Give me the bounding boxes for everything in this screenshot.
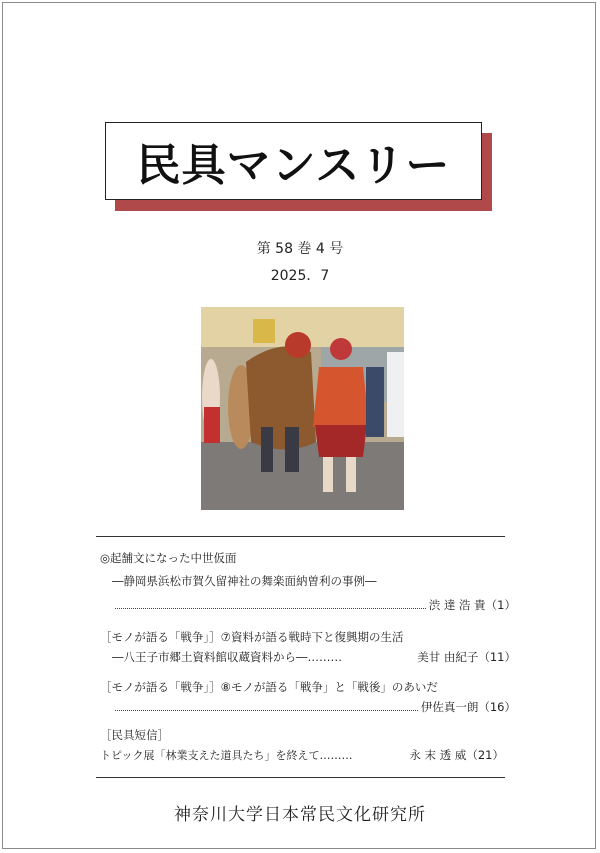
toc-entry-4-line xyxy=(100,747,504,763)
toc-entry-2-sublabel: ―八王子市郷土資料館収蔵資料から―……… xyxy=(112,650,342,664)
volume-number: 第 58 巻 4 号 xyxy=(256,241,344,257)
toc-entry-2-author: 美甘 由紀子（11） xyxy=(417,650,516,664)
magazine-title: 民具マンスリー xyxy=(136,140,451,191)
issue-date: 2025．7 xyxy=(270,268,330,284)
toc-entry-4-label: トピック展「林業支えた道具たち」を終えて……… xyxy=(100,749,353,762)
toc-entry-1-subtitle xyxy=(100,573,516,589)
toc-entry-2-label: ［モノが語る「戦争」］⑦資料が語る戦時下と復興期の生活 xyxy=(100,630,404,644)
title-box xyxy=(105,122,482,200)
toc-top-rule xyxy=(96,536,505,537)
toc-bottom-rule xyxy=(96,777,505,778)
toc-entry-4-author: 永 末 透 威（21） xyxy=(409,748,504,762)
toc-entry-1-author: 渋 達 浩 貴（1） xyxy=(428,598,516,612)
publisher-name: 神奈川大学日本常民文化研究所 xyxy=(174,805,426,825)
toc-entry-1-label: ◎起舗文になった中世仮面 xyxy=(100,551,237,565)
toc-entry-1-title xyxy=(100,550,504,566)
toc-entry-3-title xyxy=(100,679,504,695)
dotted-leader xyxy=(115,599,426,609)
cover-photo xyxy=(201,307,404,510)
toc-entry-1-author-line xyxy=(100,597,516,613)
toc-section-header xyxy=(100,727,504,743)
dotted-leader xyxy=(115,701,418,711)
toc-entry-1-sublabel: ―静岡県浜松市賀久留神社の舞楽面納曽利の事例― xyxy=(112,574,377,588)
toc-section-label: ［民具短信］ xyxy=(100,728,169,742)
toc-entry-3-label: ［モノが語る「戦争」］⑧モノが語る「戦争」と「戦後」のあいだ xyxy=(100,680,438,694)
toc-entry-3-author-line xyxy=(100,699,516,715)
toc-entry-2-subtitle xyxy=(100,649,516,665)
toc-entry-2-title xyxy=(100,629,504,645)
toc-entry-3-author: 伊佐真一朗（16） xyxy=(420,700,516,714)
